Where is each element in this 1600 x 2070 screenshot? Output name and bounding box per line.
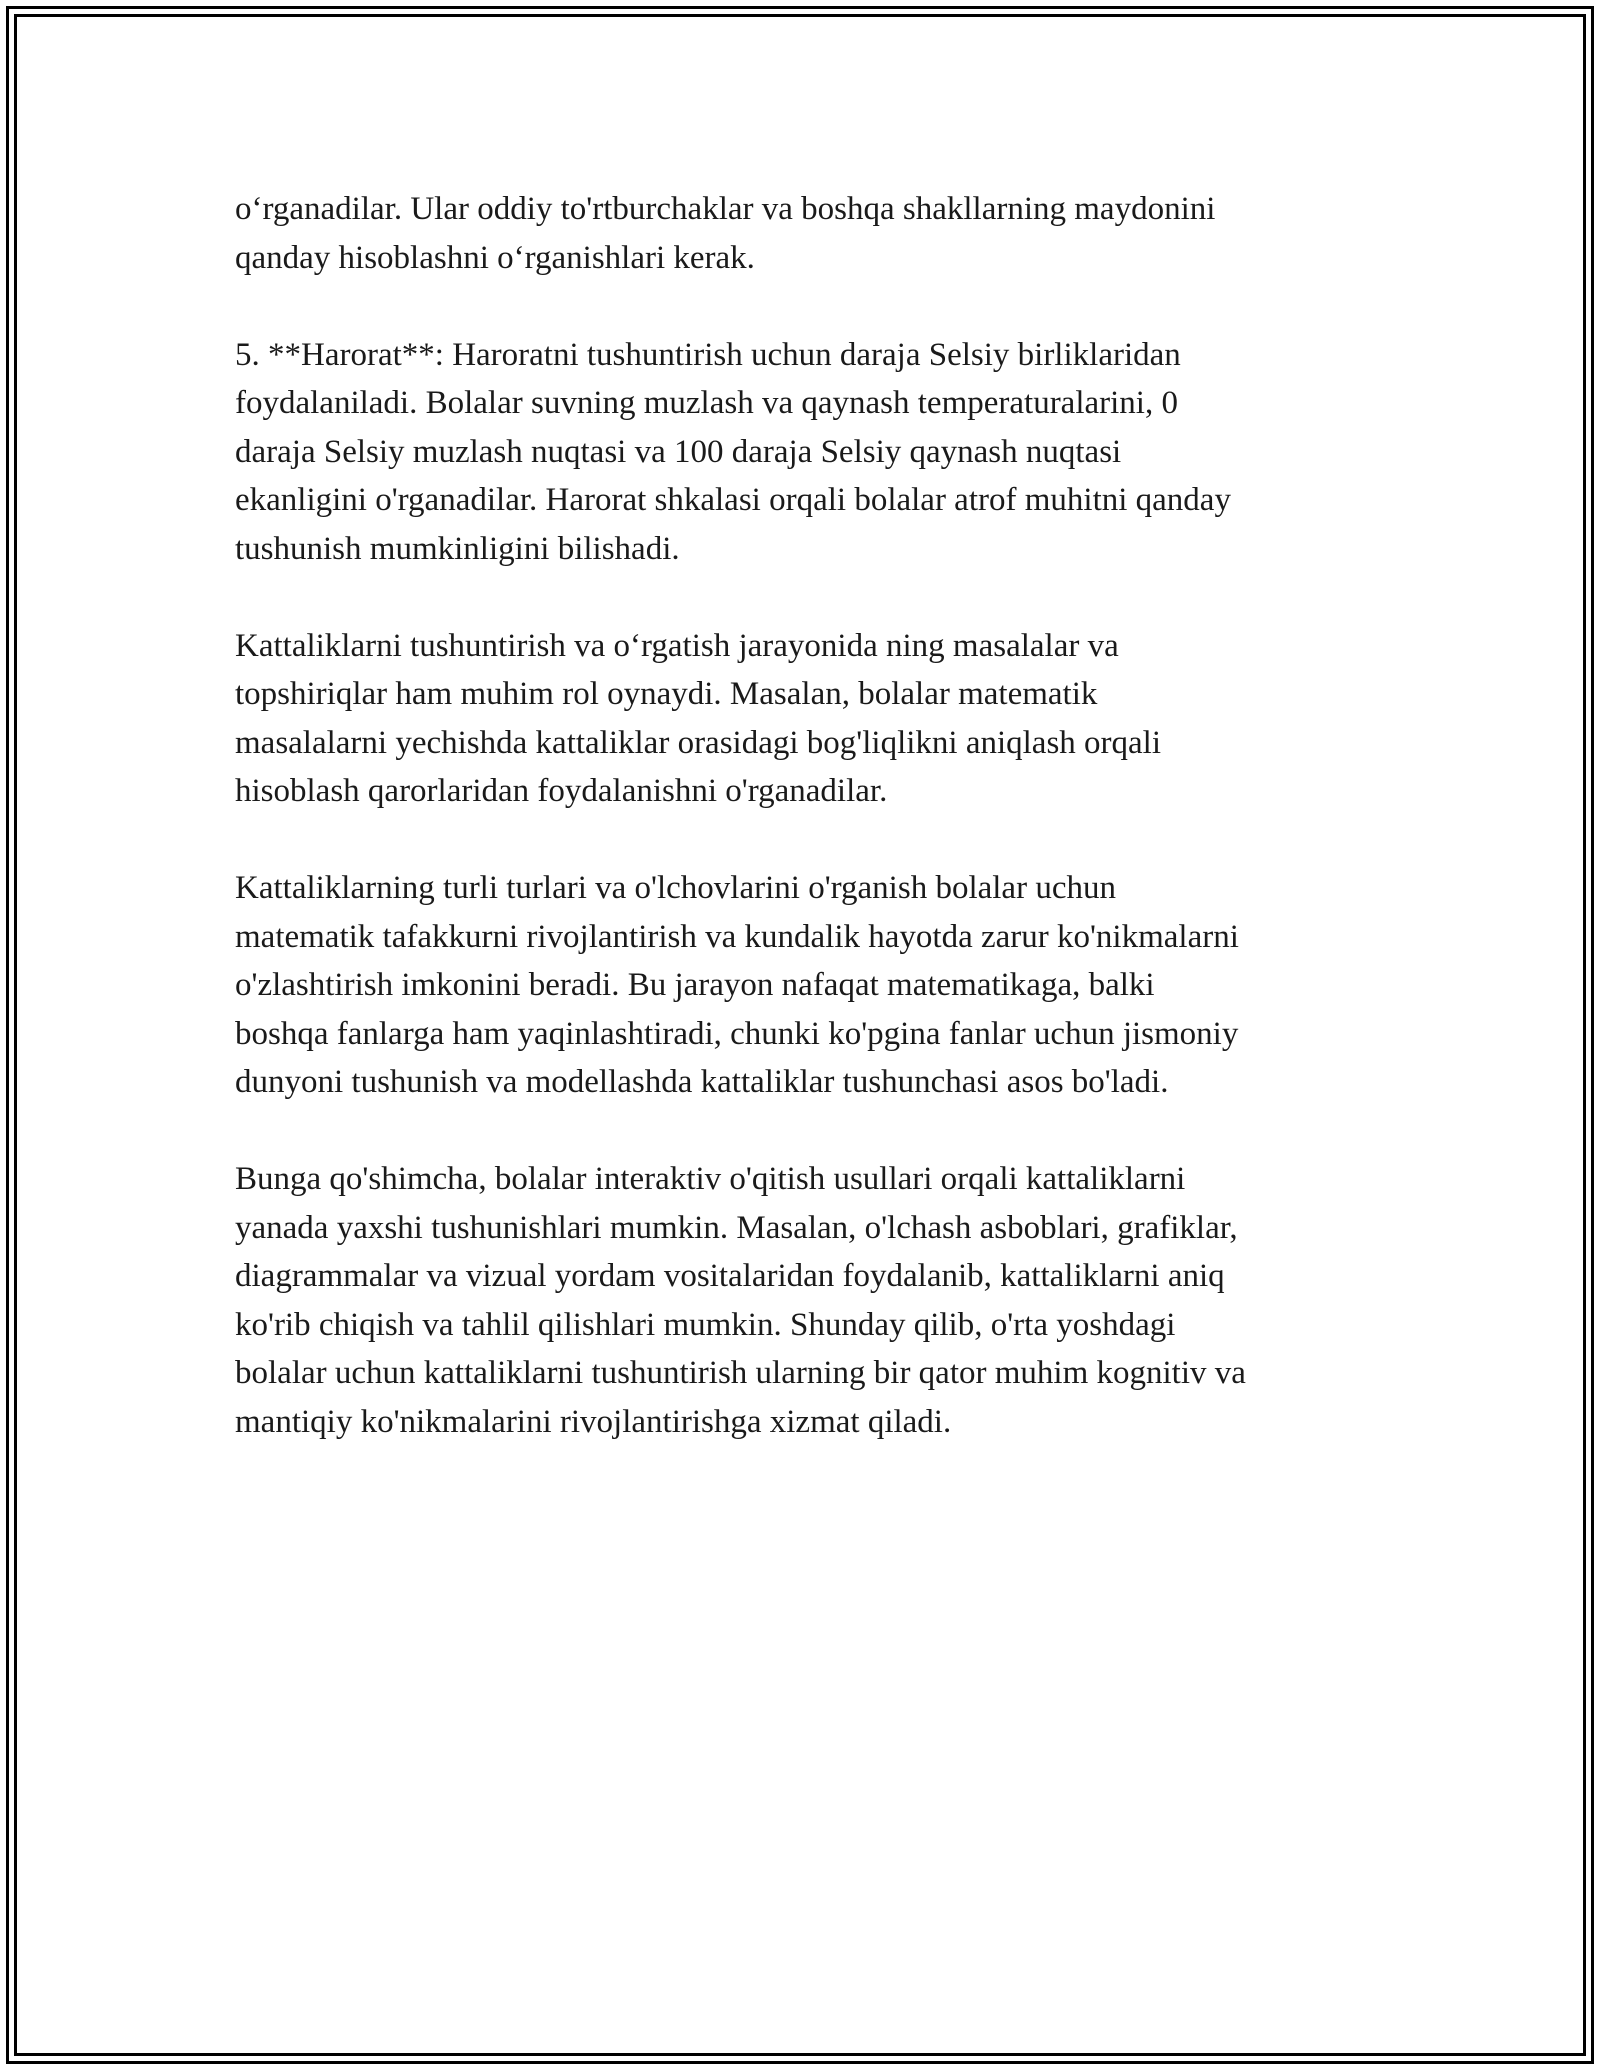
text-line: qanday hisoblashni o‘rganishlari kerak. bbox=[235, 239, 755, 276]
text-line: bolalar uchun kattaliklarni tushuntirish ularning bir qator muhim kognitiv va bbox=[235, 1355, 1246, 1391]
text-line: ko'rib chiqish va tahlil qilishlari mumkin. Shunday qilib, o'rta yoshdagi bbox=[235, 1306, 1176, 1343]
text-line: o‘rganadilar. Ular oddiy to'rtburchaklar va boshqa shakllarning maydonini bbox=[235, 191, 1216, 227]
text-line: tushunish mumkinligini bilishadi. bbox=[235, 530, 680, 567]
text-line: 5. **Harorat**: Haroratni tushuntirish uchun daraja Selsiy birliklaridan bbox=[235, 336, 1181, 373]
text-line: topshiriqlar ham muhim rol oynaydi. Masalan, bolalar matematik bbox=[235, 676, 1098, 712]
text-line: hisoblash qarorlaridan foydalanishni o'rganadilar. bbox=[235, 773, 888, 809]
text-line: Kattaliklarni tushuntirish va o‘rgatish jarayonida ning masalalar va bbox=[235, 627, 1119, 664]
text-line: dunyoni tushunish va modellashda kattaliklar tushunchasi asos bo'ladi. bbox=[235, 1064, 1169, 1100]
text-line: o'zlashtirish imkonini beradi. Bu jarayon nafaqat matematikaga, balki bbox=[235, 967, 1155, 1003]
text-line: yanada yaxshi tushunishlari mumkin. Masalan, o'lchash asboblari, grafiklar, bbox=[235, 1209, 1238, 1246]
text-line: diagrammalar va vizual yordam vositalaridan foydalanib, kattaliklarni aniq bbox=[235, 1258, 1225, 1294]
text-line: mantiqiy ko'nikmalarini rivojlantirishga xizmat qiladi. bbox=[235, 1403, 952, 1440]
paragraph-area-continuation bbox=[235, 185, 1375, 282]
text-line: foydalaniladi. Bolalar suvning muzlash va qaynash temperaturalarini, 0 bbox=[235, 385, 1178, 421]
text-line: masalalarni yechishda kattaliklar orasidagi bog'liqlikni aniqlash orqali bbox=[235, 724, 1162, 761]
paragraph-temperature bbox=[235, 331, 1375, 574]
paragraph-tasks bbox=[235, 622, 1375, 816]
paragraph-interactive bbox=[235, 1155, 1375, 1446]
text-line: Bunga qo'shimcha, bolalar interaktiv o'qitish usullari orqali kattaliklarni bbox=[235, 1161, 1186, 1197]
document-body bbox=[235, 185, 1375, 1495]
text-line: Kattaliklarning turli turlari va o'lchovlarini o'rganish bolalar uchun bbox=[235, 870, 1116, 906]
text-line: matematik tafakkurni rivojlantirish va kundalik hayotda zarur ko'nikmalarni bbox=[235, 918, 1239, 955]
paragraph-measures bbox=[235, 864, 1375, 1107]
text-line: daraja Selsiy muzlash nuqtasi va 100 daraja Selsiy qaynash nuqtasi bbox=[235, 433, 1122, 470]
text-line: ekanligini o'rganadilar. Harorat shkalasi orqali bolalar atrof muhitni qanday bbox=[235, 482, 1231, 518]
text-line: boshqa fanlarga ham yaqinlashtiradi, chunki ko'pgina fanlar uchun jismoniy bbox=[235, 1015, 1239, 1052]
